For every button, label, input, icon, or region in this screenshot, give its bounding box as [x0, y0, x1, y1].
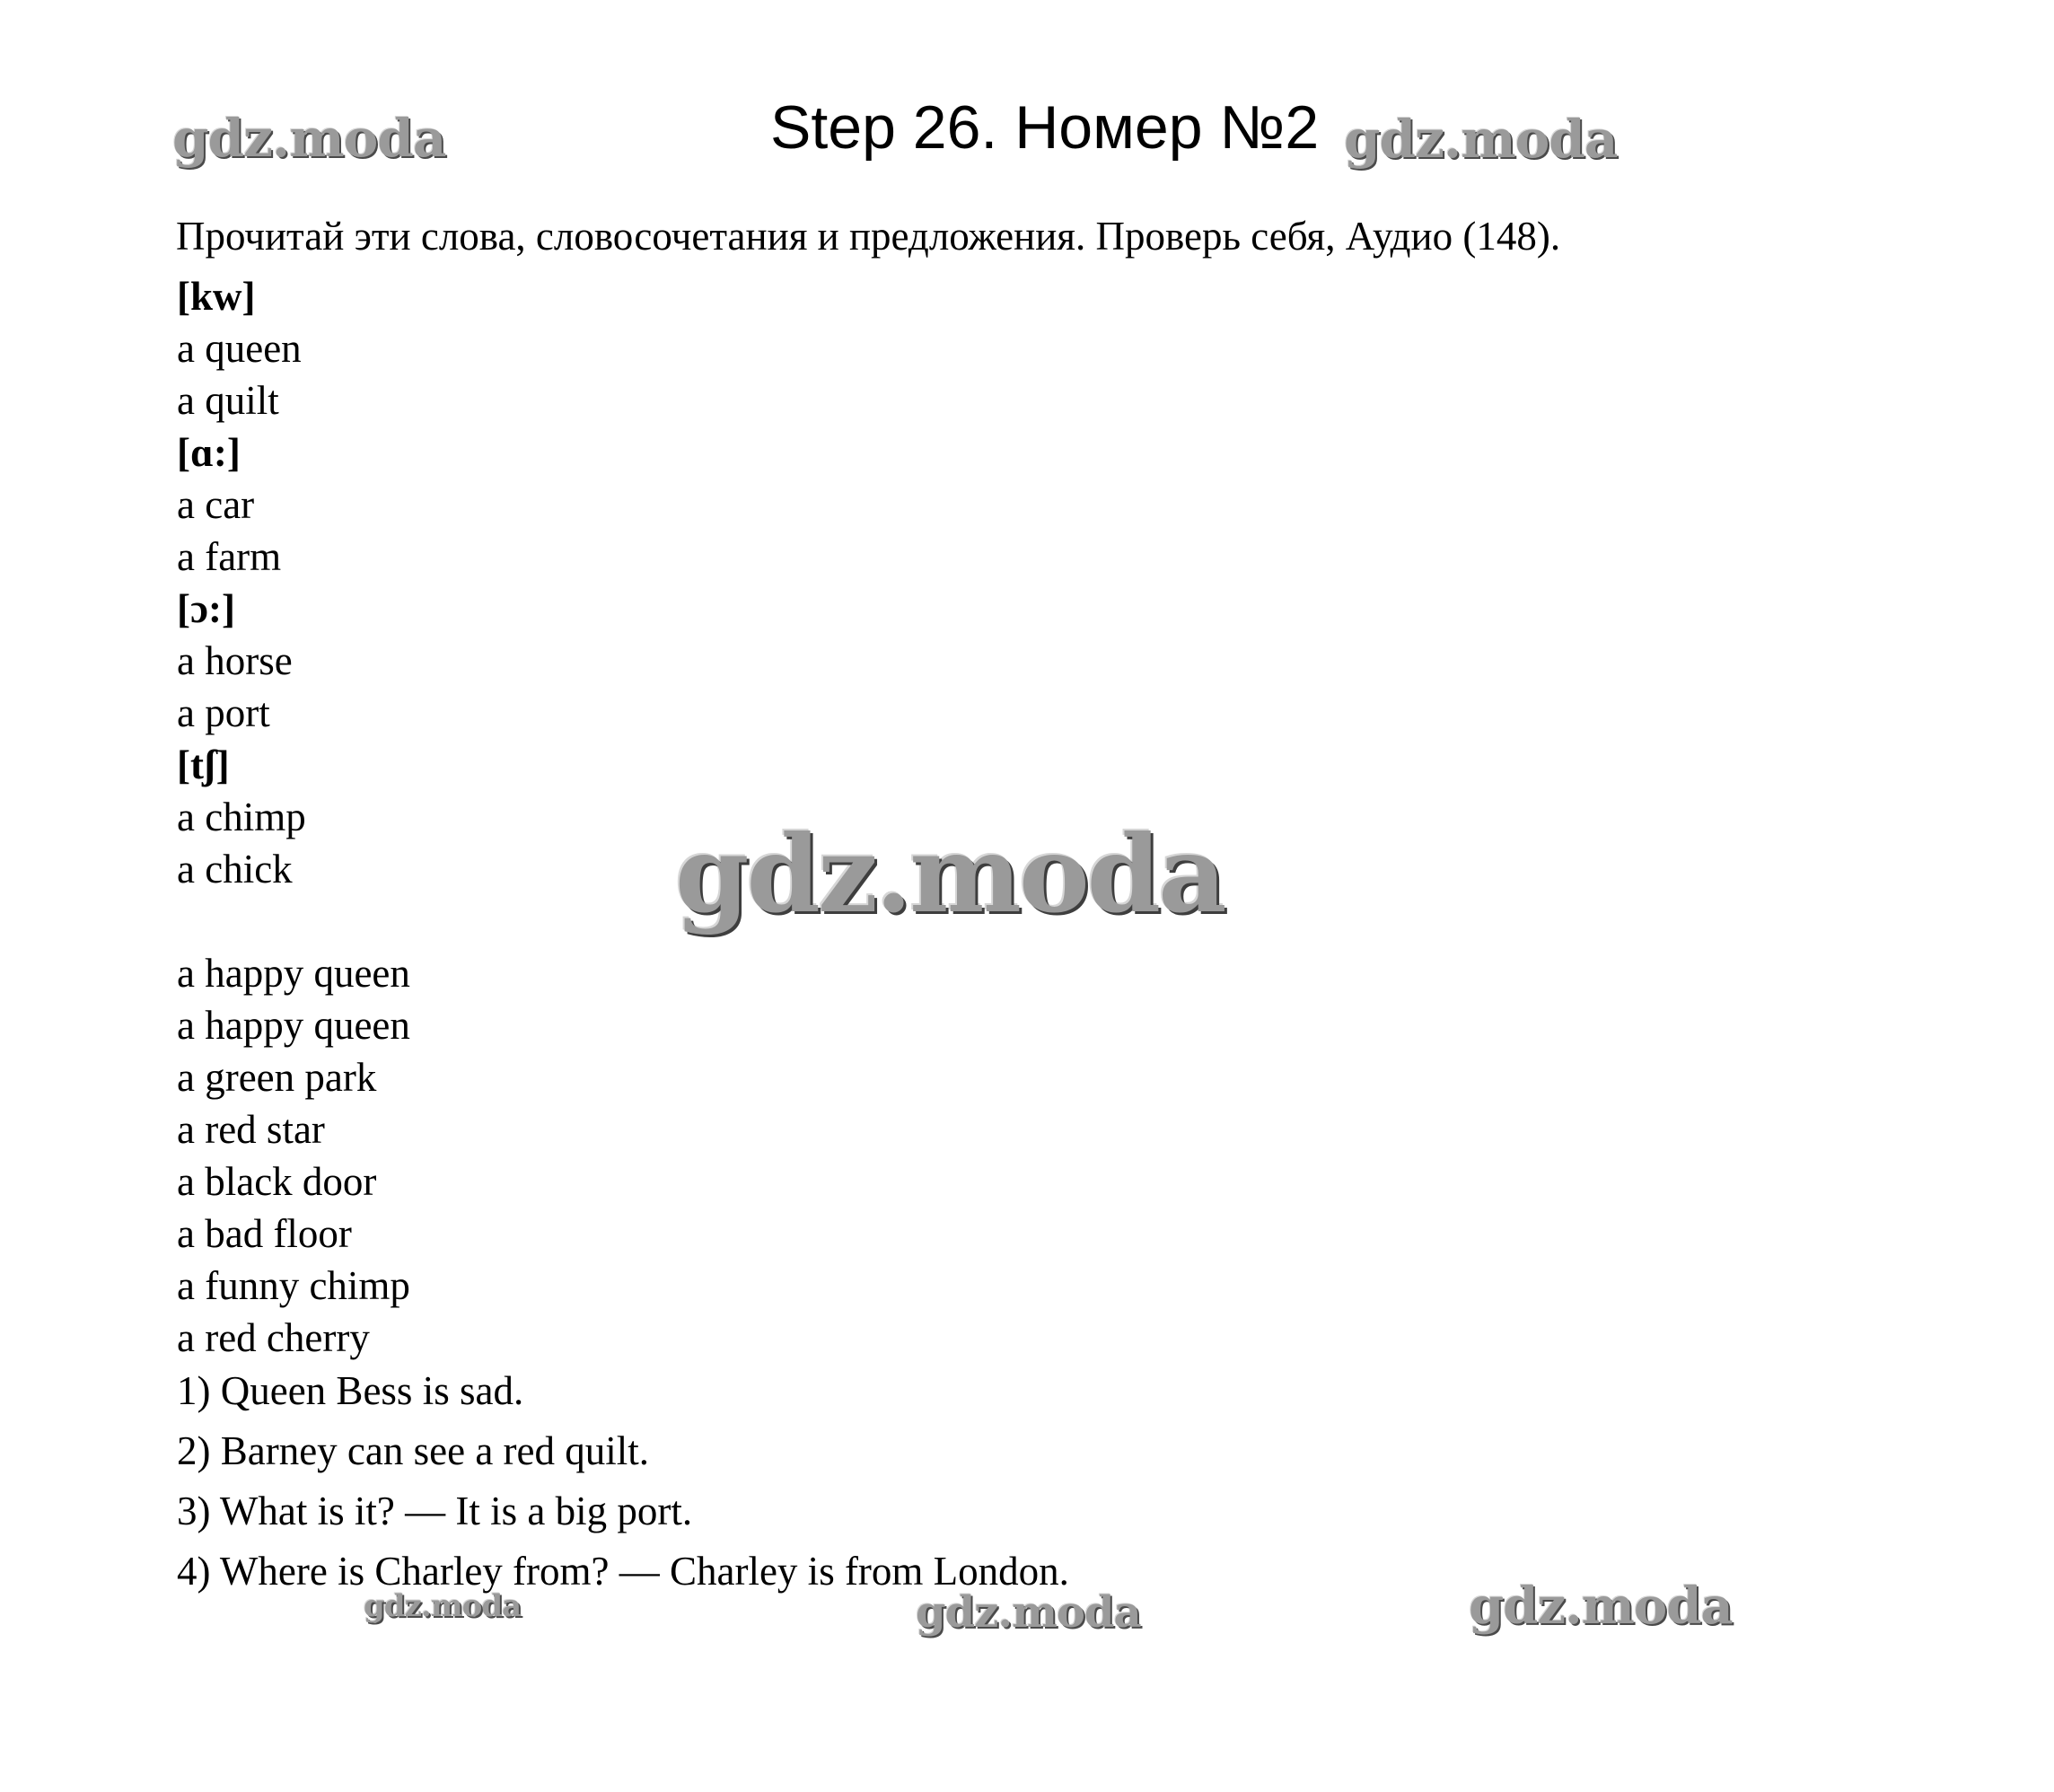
word-item: a port — [177, 690, 270, 735]
word-item: a chimp — [177, 795, 306, 839]
page-title: Step 26. Номер №2 — [770, 93, 1320, 162]
phrase-item: a funny chimp — [177, 1263, 410, 1308]
sound-header: [kw] — [177, 274, 256, 319]
word-item: a farm — [177, 534, 282, 579]
word-item: a car — [177, 482, 255, 527]
instruction-text: Прочитай эти слова, словосочетания и предложения. Проверь себя, Аудио (148). — [176, 214, 1561, 259]
phrase-item: a bad floor — [177, 1211, 352, 1256]
word-item: a chick — [177, 847, 293, 892]
word-item: a horse — [177, 638, 293, 683]
phrase-item: a red star — [177, 1107, 325, 1152]
sound-header: [ɔ:] — [177, 586, 235, 631]
watermark: gdz.moda — [1344, 109, 1618, 170]
sentence-item: 2) Barney can see a red quilt. — [177, 1428, 650, 1473]
phrase-item: a black door — [177, 1159, 377, 1204]
watermark: gdz.moda — [1469, 1577, 1733, 1636]
phrase-item: a green park — [177, 1055, 377, 1100]
sentence-item: 4) Where is Charley from? — Charley is from London. — [177, 1549, 1069, 1594]
watermark: gdz.moda — [364, 1588, 522, 1624]
phrase-item: a happy queen — [177, 951, 410, 996]
word-list — [177, 270, 410, 1364]
sound-header: [ɑ:] — [177, 430, 241, 475]
watermark: gdz.moda — [916, 1587, 1141, 1638]
sentence-list — [177, 1364, 1084, 1604]
sentence-item: 3) What is it? — It is a big port. — [177, 1489, 693, 1533]
word-item: a queen — [177, 326, 302, 371]
sentence-item: 1) Queen Bess is sad. — [177, 1368, 524, 1413]
word-item: a quilt — [177, 378, 279, 423]
phrase-item: a happy queen — [177, 1003, 410, 1048]
watermark: gdz.moda — [172, 108, 446, 169]
phrase-item: a red cherry — [177, 1315, 370, 1360]
spacer — [177, 895, 410, 947]
sound-header: [tʃ] — [177, 742, 230, 787]
watermark: gdz.moda — [675, 812, 1224, 936]
